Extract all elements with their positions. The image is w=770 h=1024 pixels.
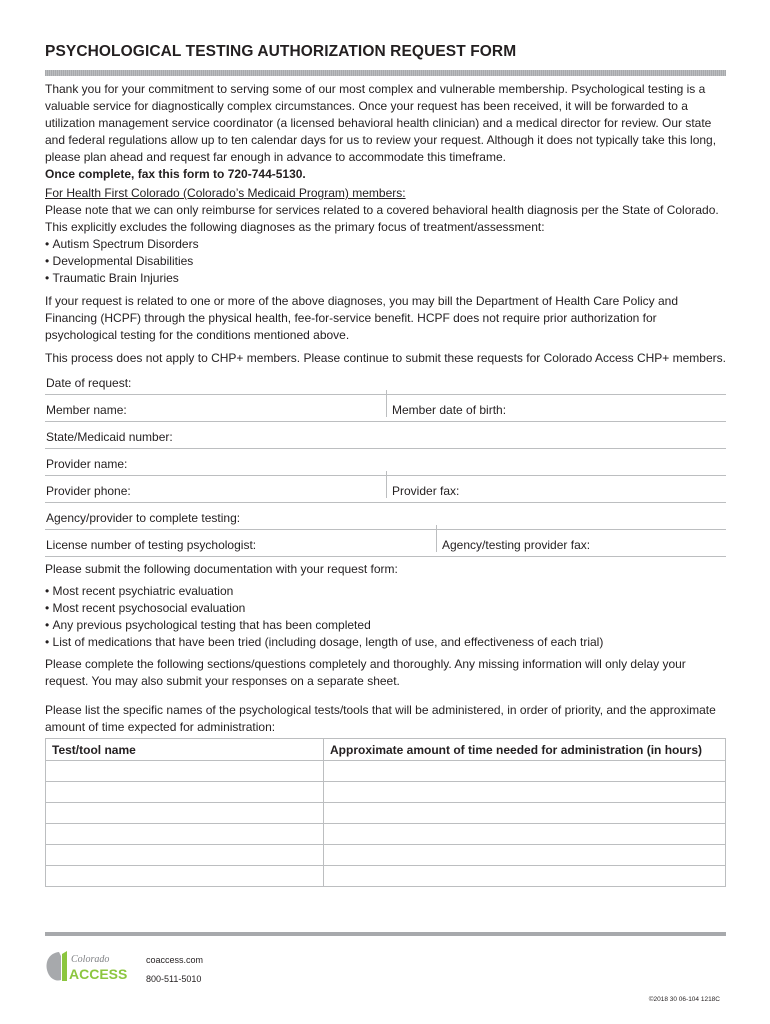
time-cell[interactable] xyxy=(324,761,726,782)
test-name-header: Test/tool name xyxy=(46,739,324,761)
table-row xyxy=(46,845,726,866)
logo-green-bar xyxy=(62,951,67,981)
copyright-text: ©2018 30 06-104 1218C xyxy=(648,996,720,1003)
logo-word-text: ACCESS xyxy=(69,966,127,982)
excluded-diagnoses-list xyxy=(45,236,726,287)
list-item: • Developmental Disabilities xyxy=(45,253,726,270)
chp-note: This process does not apply to CHP+ members. Please continue to submit these requests for Colorado Access CHP+ members. xyxy=(45,351,726,365)
field-label: Agency/provider to complete testing: xyxy=(46,511,241,525)
list-item: • Autism Spectrum Disorders xyxy=(45,236,726,253)
hfc-heading: For Health First Colorado (Colorado’s Medicaid Program) members: xyxy=(45,186,406,200)
agency-fax-field[interactable]: Agency/testing provider fax: xyxy=(436,525,726,552)
member-dob-field[interactable]: Member date of birth: xyxy=(386,390,726,417)
documentation-list xyxy=(45,583,726,651)
documentation-intro: Please submit the following documentation with your request form: xyxy=(45,562,398,576)
list-item: • Any previous psychological testing that has been completed xyxy=(45,617,726,634)
time-cell[interactable] xyxy=(324,845,726,866)
table-row xyxy=(46,824,726,845)
contact-info xyxy=(146,952,203,988)
table-row xyxy=(46,803,726,824)
time-cell[interactable] xyxy=(324,866,726,887)
logo-script-text: Colorado xyxy=(71,954,110,965)
list-item: • Most recent psychiatric evaluation xyxy=(45,583,726,600)
intro-paragraph: Thank you for your commitment to serving some of our most complex and vulnerable membership. Psychological testing is a valuable service for diagnostically complex circumstances. Once your request has been received, it will be forwarded to a utilization management service coordinator (a licensed behavioral health clinician) and a medical director for review. Our state and federal regulations allow up to ten calendar days for us to review your request. Although it does not typically take this long, please plan ahead and request far enough in advance to accommodate this timeframe. xyxy=(45,82,717,164)
phone-number: 800-511-5010 xyxy=(146,974,202,984)
list-item: • List of medications that have been tried (including dosage, length of use, and effectiveness of each trial) xyxy=(45,634,726,651)
state-medicaid-field[interactable] xyxy=(45,422,726,449)
form-page xyxy=(45,40,726,887)
license-row xyxy=(45,530,726,557)
hfc-note: Please note that we can only reimburse for services related to a covered behavioral health diagnosis per the State of Colorado. This explicitly excludes the following diagnoses as the primary focus of treatment/assessment: xyxy=(45,203,719,234)
license-number-field[interactable]: License number of testing psychologist: xyxy=(46,538,257,552)
field-label: State/Medicaid number: xyxy=(46,430,173,444)
title-divider xyxy=(45,70,726,76)
table-row xyxy=(46,761,726,782)
colorado-access-logo xyxy=(45,948,127,984)
footer-divider xyxy=(45,932,726,936)
form-title: PSYCHOLOGICAL TESTING AUTHORIZATION REQUEST FORM xyxy=(45,43,517,60)
test-name-cell[interactable] xyxy=(46,824,324,845)
time-cell[interactable] xyxy=(324,824,726,845)
logo-mountain-shape xyxy=(47,952,62,981)
hcpf-note: If your request is related to one or more of the above diagnoses, you may bill the Department of Health Care Policy and Financing (HCPF) through the physical health, fee-for-service benefit. HCPF does not require prior authorization for psychological testing for the conditions mentioned above. xyxy=(45,294,679,342)
time-cell[interactable] xyxy=(324,803,726,824)
member-name-field[interactable]: Member name: xyxy=(46,403,127,417)
fax-instruction: Once complete, fax this form to 720-744-5130. xyxy=(45,167,306,181)
member-row xyxy=(45,395,726,422)
time-cell[interactable] xyxy=(324,782,726,803)
field-label: Provider name: xyxy=(46,457,128,471)
time-header: Approximate amount of time needed for administration (in hours) xyxy=(324,739,726,761)
provider-contact-row xyxy=(45,476,726,503)
test-name-cell[interactable] xyxy=(46,866,324,887)
table-row xyxy=(46,866,726,887)
test-name-cell[interactable] xyxy=(46,782,324,803)
test-name-cell[interactable] xyxy=(46,803,324,824)
provider-fax-field[interactable]: Provider fax: xyxy=(386,471,726,498)
test-name-cell[interactable] xyxy=(46,761,324,782)
website-link[interactable]: coaccess.com xyxy=(146,955,204,965)
list-item: • Most recent psychosocial evaluation xyxy=(45,600,726,617)
table-header-row xyxy=(46,739,726,761)
table-row xyxy=(46,782,726,803)
test-name-cell[interactable] xyxy=(46,845,324,866)
tests-table xyxy=(45,738,726,887)
tests-prompt: Please list the specific names of the psychological tests/tools that will be administered, in order of priority, and the approximate amount of time expected for administration: xyxy=(45,703,716,734)
complete-note: Please complete the following sections/questions completely and thoroughly. Any missing information will only delay your request. You may also submit your responses on a separate sheet. xyxy=(45,657,686,688)
request-fields xyxy=(45,368,726,557)
field-label: Date of request: xyxy=(46,376,132,390)
list-item: • Traumatic Brain Injuries xyxy=(45,270,726,287)
provider-phone-field[interactable]: Provider phone: xyxy=(46,484,131,498)
